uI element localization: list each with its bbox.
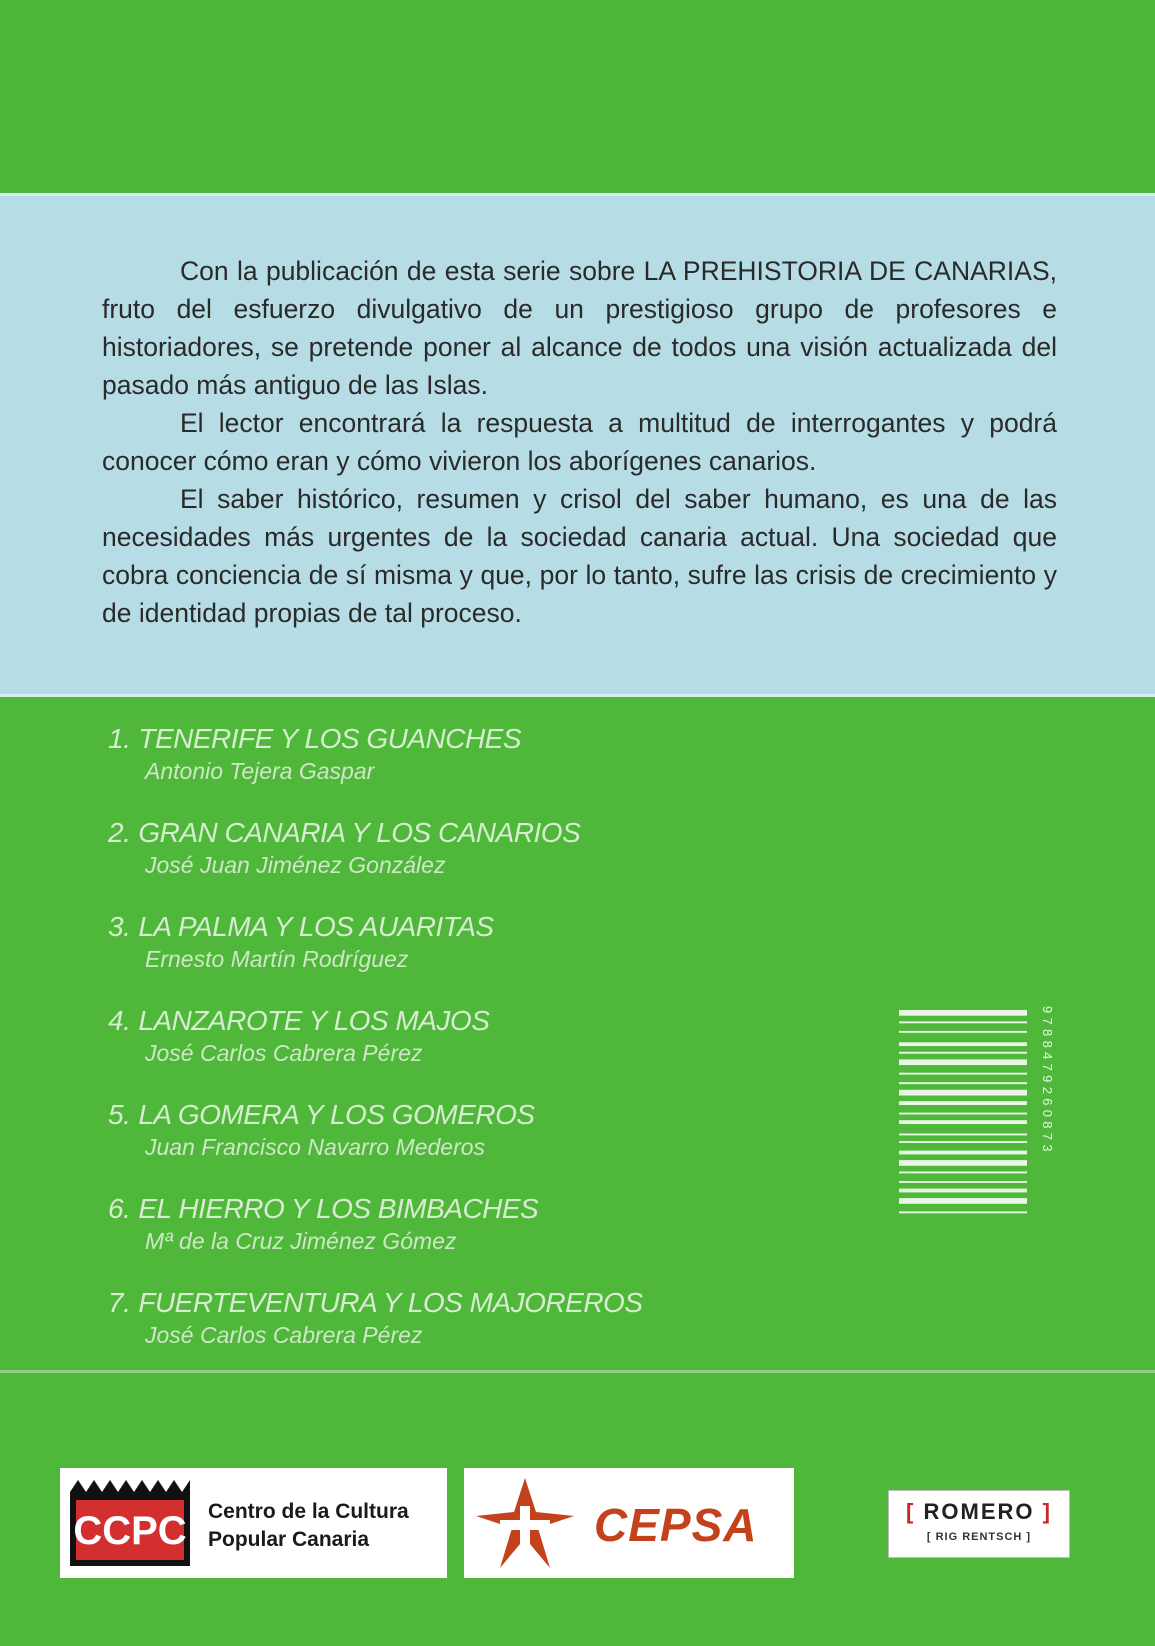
barcode-bar	[899, 1059, 1027, 1065]
series-item-title	[108, 1004, 808, 1038]
ccpc-name-line2: Popular Canaria	[208, 1528, 370, 1551]
series-item-author: Juan Francisco Navarro Mederos	[145, 1134, 486, 1160]
barcode-bar	[899, 1101, 1027, 1105]
barcode	[899, 1006, 1055, 1256]
divider	[0, 1370, 1155, 1373]
series-item-author: Ernesto Martín Rodríguez	[145, 946, 409, 972]
romero-subtitle: [ RIG RENTSCH ]	[926, 1531, 1032, 1543]
series-item-number: 5.	[108, 1099, 131, 1130]
romero-bracket-close: ]	[1042, 1499, 1052, 1524]
series-item-number: 6.	[108, 1193, 131, 1224]
series-item-name: FUERTEVENTURA Y LOS MAJOREROS	[138, 1287, 643, 1318]
intro-text	[102, 252, 1057, 632]
romero-name	[889, 1499, 1069, 1525]
barcode-bar	[899, 1151, 1027, 1155]
barcode-bar	[899, 1052, 1027, 1054]
series-item-name: TENERIFE Y LOS GUANCHES	[138, 723, 522, 754]
cepsa-star-icon	[470, 1476, 580, 1570]
series-item-title	[108, 1286, 808, 1320]
series-item-number: 3.	[108, 911, 131, 942]
barcode-bar	[899, 1189, 1027, 1193]
series-item-title	[108, 816, 808, 850]
series-item-number: 7.	[108, 1287, 131, 1318]
romero-logo	[888, 1490, 1070, 1558]
series-item-name: LA GOMERA Y LOS GOMEROS	[138, 1099, 535, 1130]
series-item-name: GRAN CANARIA Y LOS CANARIOS	[138, 817, 581, 848]
cepsa-logo	[464, 1468, 794, 1578]
series-item-title	[108, 1192, 808, 1226]
series-item	[108, 1098, 808, 1192]
barcode-bar	[899, 1010, 1027, 1016]
intro-paragraph: Con la publicación de esta serie sobre LA PREHISTORIA DE CANARIAS, fruto del esfuerzo divulgativo de un prestigioso grupo de profesores e historiadores, se pretende poner al alcance de todos una visión actualizada del pasado más antiguo de las Islas.	[102, 256, 1057, 400]
barcode-bars	[899, 1010, 1027, 1213]
intro-paragraph: El lector encontrará la respuesta a multitud de interrogantes y podrá conocer cómo eran y cómo vivieron los aborígenes canarios.	[102, 408, 1057, 476]
ccpc-logo	[60, 1468, 447, 1578]
barcode-bar	[899, 1090, 1027, 1096]
barcode-bar	[899, 1082, 1027, 1084]
barcode-bar	[899, 1141, 1027, 1143]
series-item-name: LANZAROTE Y LOS MAJOS	[138, 1005, 490, 1036]
barcode-bar	[899, 1031, 1027, 1033]
ccpc-mark-icon	[68, 1478, 192, 1568]
ccpc-mark-text: CCPC	[73, 1509, 187, 1553]
barcode-bar	[899, 1042, 1027, 1046]
series-item-title	[108, 722, 808, 756]
series-item	[108, 1004, 808, 1098]
romero-name-text: ROMERO	[923, 1499, 1035, 1524]
barcode-bar	[899, 1073, 1027, 1075]
ccpc-name	[208, 1498, 409, 1554]
series-item-number: 2.	[108, 817, 131, 848]
ccpc-name-line1: Centro de la Cultura	[208, 1500, 409, 1523]
series-item	[108, 1192, 808, 1286]
barcode-bar	[899, 1134, 1027, 1136]
barcode-bar	[899, 1211, 1027, 1213]
intro-paragraph: El saber histórico, resumen y crisol del saber humano, es una de las necesidades más urgentes de la sociedad canaria actual. Una sociedad que cobra conciencia de sí misma y que, por lo tanto, sufre las crisis de crecimiento y de identidad propias de tal proceso.	[102, 484, 1057, 628]
series-item	[108, 816, 808, 910]
barcode-digits: 9788479260873	[1040, 1006, 1055, 1156]
barcode-bar	[899, 1021, 1027, 1023]
barcode-bar	[899, 1120, 1027, 1124]
top-green-band	[0, 0, 1155, 193]
series-item-title	[108, 910, 808, 944]
romero-bracket-open: [	[906, 1499, 916, 1524]
series-item-number: 1.	[108, 723, 131, 754]
series-item	[108, 1286, 808, 1380]
barcode-bar	[899, 1160, 1027, 1166]
series-item-title	[108, 1098, 808, 1132]
series-item-author: José Juan Jiménez González	[145, 852, 446, 878]
series-item	[108, 910, 808, 1004]
series-item-author: José Carlos Cabrera Pérez	[145, 1040, 423, 1066]
series-list	[108, 722, 808, 1380]
series-item	[108, 722, 808, 816]
series-item-name: EL HIERRO Y LOS BIMBACHES	[138, 1193, 539, 1224]
series-item-author: José Carlos Cabrera Pérez	[145, 1322, 423, 1348]
series-item-author: Mª de la Cruz Jiménez Gómez	[145, 1228, 457, 1254]
series-item-number: 4.	[108, 1005, 131, 1036]
barcode-bar	[899, 1113, 1027, 1115]
series-item-author: Antonio Tejera Gaspar	[145, 758, 375, 784]
cepsa-wordmark: CEPSA	[594, 1499, 758, 1551]
barcode-bar	[899, 1198, 1027, 1204]
barcode-bar	[899, 1172, 1027, 1174]
series-item-name: LA PALMA Y LOS AUARITAS	[138, 911, 494, 942]
barcode-bar	[899, 1181, 1027, 1183]
